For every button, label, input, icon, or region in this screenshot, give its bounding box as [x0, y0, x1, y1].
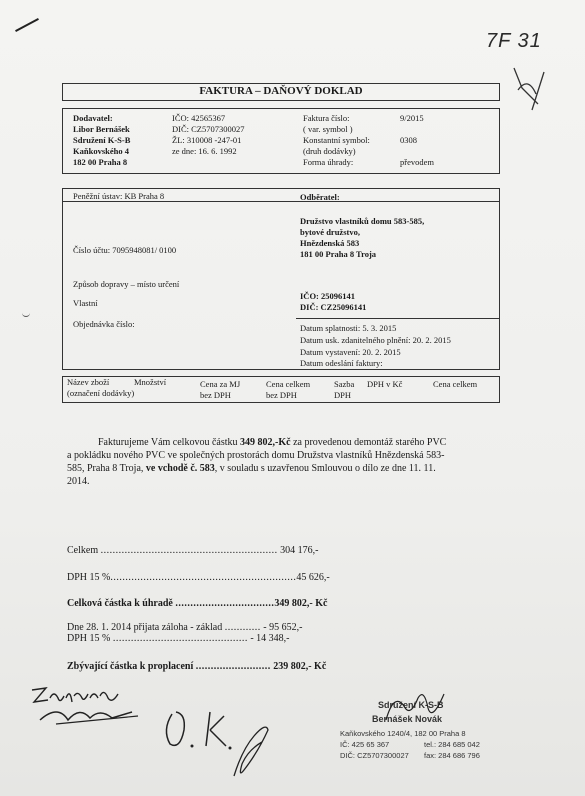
dates-divider — [296, 318, 500, 319]
body-line-4: 2014. — [67, 476, 90, 487]
leader-dots: ......................... — [195, 661, 271, 672]
supplier-street: Kaňkovského 4 — [73, 146, 129, 156]
col-total: Cena celkem — [433, 379, 478, 389]
due-date: Datum splatnosti: 5. 3. 2015 — [300, 323, 397, 333]
vat-value: 45 626,- — [296, 572, 330, 583]
subtotal-value: 304 176,- — [280, 545, 319, 556]
total-due-label: Celková částka k úhradě — [67, 598, 173, 609]
body-line-1 — [98, 437, 446, 448]
corner-mark — [15, 18, 39, 32]
subtotal-label: Celkem — [67, 545, 99, 556]
stamp-address: Kaňkovského 1240/4, 182 00 Praha 8 — [340, 729, 466, 738]
supplier-ico: IČO: 42565367 — [172, 113, 226, 123]
col-unit-price: Cena za MJ — [200, 379, 241, 389]
stamp-fax: fax: 284 686 796 — [424, 751, 480, 760]
customer-line1: Družstvo vlastníků domu 583-585, — [300, 216, 425, 226]
transport-own: Vlastní — [73, 298, 98, 308]
deposit-vat-row — [67, 633, 290, 644]
leader-dots: .............................................................. — [110, 572, 297, 583]
leader-dots: ................................. — [175, 598, 275, 609]
subtotal-row — [67, 545, 318, 556]
account-number: Číslo účtu: 7095948081/ 0100 — [73, 245, 177, 255]
transport-method: Způsob dopravy – místo určení — [73, 279, 180, 289]
leader-dots: ............................................. — [112, 633, 248, 644]
const-symbol-label: Konstantní symbol: — [303, 135, 370, 145]
delivery-type-label: (druh dodávky) — [303, 146, 356, 156]
customer-line4: 181 00 Praha 8 Troja — [300, 249, 377, 259]
leader-dots: ............ — [224, 622, 261, 633]
handwritten-scribble — [508, 64, 548, 114]
col-vat-rate: Sazba — [334, 379, 355, 389]
bank-divider — [62, 201, 500, 202]
handwritten-reference: 7F 31 — [486, 30, 542, 52]
invoice-number: 9/2015 — [400, 113, 424, 123]
body-line-2: a pokládku nového PVC ve společných prostorách domu Družstva vlastníků Hnězdenská 583- — [67, 450, 445, 461]
payment-form: převodem — [400, 157, 434, 167]
stamp-company: Sdružení K-S-B — [378, 700, 444, 710]
col-vat-rate-sub: DPH — [334, 390, 352, 400]
col-item-designation: (označení dodávky) — [67, 388, 135, 398]
deposit-vat-value: - 14 348,- — [250, 633, 290, 644]
remaining-value: 239 802,- Kč — [273, 661, 327, 672]
punch-mark — [22, 312, 30, 317]
stamp-tel: tel.: 284 685 042 — [424, 740, 480, 749]
bank-name: Peněžní ústav: KB Praha 8 — [73, 191, 165, 201]
remaining-label: Zbývající částka k proplacení — [67, 661, 194, 672]
remaining-row — [67, 661, 326, 672]
issue-date: Datum vystavení: 20. 2. 2015 — [300, 347, 401, 357]
body-text: , v souladu s uzavřenou Smlouvou o dílo ze dne 11. 11. — [214, 463, 436, 474]
supplier-city: 182 00 Praha 8 — [73, 157, 128, 167]
vat-label: DPH 15 % — [67, 572, 111, 583]
vat-row — [67, 572, 330, 583]
body-entrance: ve vchodě č. 583 — [145, 463, 215, 474]
stamp-owners: Bernášek Novák — [372, 714, 443, 724]
body-text: za provedenou demontáž starého PVC — [290, 437, 447, 448]
customer-label: Odběratel: — [300, 192, 340, 202]
supplier-org: Sdružení K-S-B — [73, 135, 131, 145]
const-symbol: 0308 — [400, 135, 417, 145]
taxable-date: Datum usk. zdanitelného plnění: 20. 2. 2015 — [300, 335, 451, 345]
customer-line3: Hnězdenská 583 — [300, 238, 360, 248]
deposit-value: - 95 652,- — [263, 622, 303, 633]
customer-ico: IČO: 25096141 — [300, 291, 356, 301]
supplier-dic: DIČ: CZ5707300027 — [172, 124, 245, 134]
order-number-label: Objednávka číslo: — [73, 319, 135, 329]
customer-dic: DIČ: CZ25096141 — [300, 302, 367, 312]
leader-dots: ........................................................... — [100, 545, 278, 556]
total-due-value: 349 802,- Kč — [274, 598, 328, 609]
body-amount: 349 802,-Kč — [240, 437, 291, 448]
handwritten-signature — [158, 700, 278, 780]
deposit-row — [67, 622, 302, 633]
page-title: FAKTURA – DAŇOVÝ DOKLAD — [199, 85, 363, 97]
payment-form-label: Forma úhrady: — [303, 157, 354, 167]
col-unit-price-sub: bez DPH — [200, 390, 231, 400]
supplier-zl: ŽL: 310008 -247-01 — [172, 135, 242, 145]
col-quantity: Množství — [134, 377, 167, 387]
col-vat-amount: DPH v Kč — [367, 379, 403, 389]
deposit-label: Dne 28. 1. 2014 přijata záloha - základ — [67, 622, 223, 633]
col-total-ex-vat: Cena celkem — [266, 379, 311, 389]
stamp-signature — [380, 686, 450, 726]
body-text: Fakturujeme Vám celkovou částku — [98, 437, 241, 448]
var-symbol-label: ( var. symbol ) — [303, 124, 353, 134]
invoice-number-label: Faktura číslo: — [303, 113, 350, 123]
handwritten-paid-note — [28, 676, 148, 728]
body-text: 585, Praha 8 Troja, — [67, 463, 146, 474]
body-line-3 — [67, 463, 436, 474]
deposit-vat-label: DPH 15 % — [67, 633, 111, 644]
send-date: Datum odeslání faktury: — [300, 358, 383, 368]
total-due-row — [67, 598, 327, 609]
stamp-dic: DIČ: CZ5707300027 — [340, 751, 409, 760]
stamp-ico: IČ: 425 65 367 — [340, 740, 390, 749]
col-total-ex-vat-sub: bez DPH — [266, 390, 297, 400]
supplier-label: Dodavatel: — [73, 113, 113, 123]
supplier-ze-dne: ze dne: 16. 6. 1992 — [172, 146, 237, 156]
customer-line2: bytové družstvo, — [300, 227, 360, 237]
col-item-name: Název zboží — [67, 377, 110, 387]
supplier-name: Libor Bernášek — [73, 124, 130, 134]
